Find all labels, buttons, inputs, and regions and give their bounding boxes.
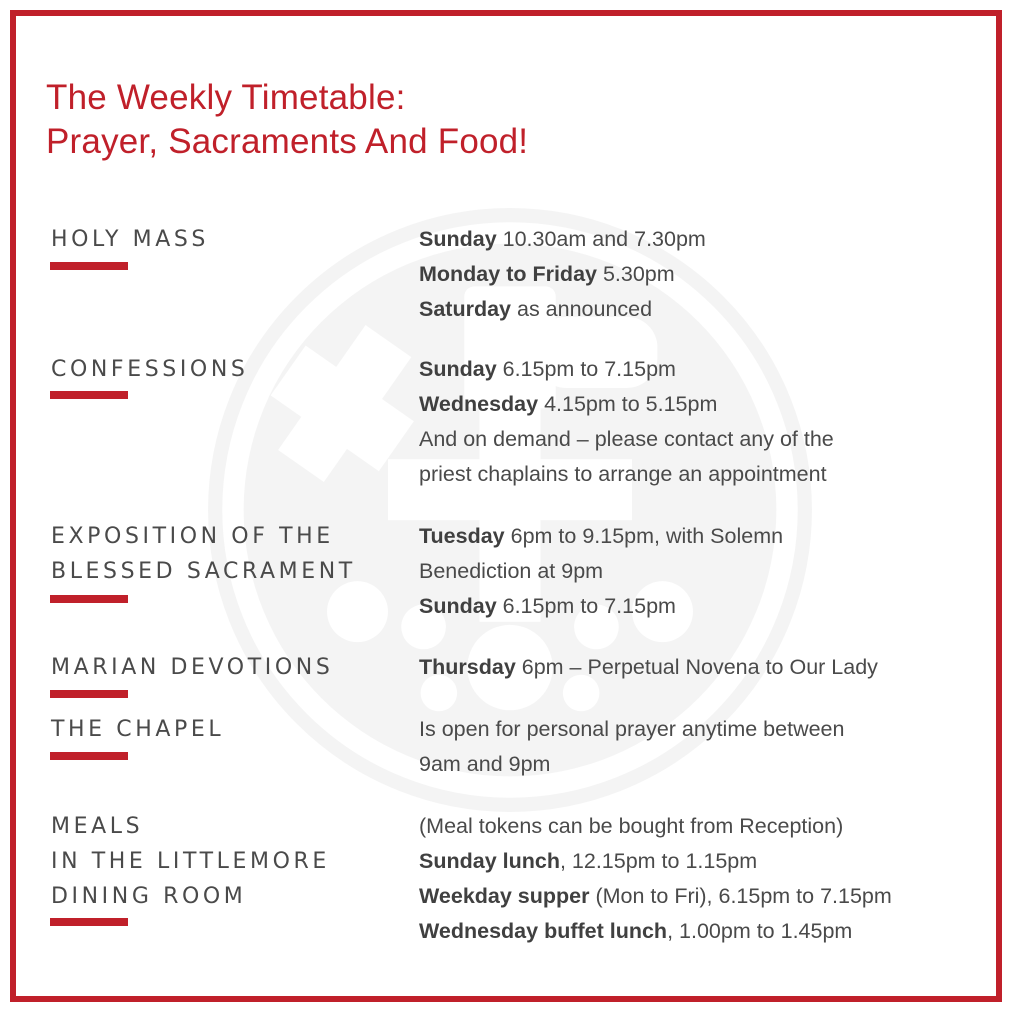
schedule-list <box>419 352 999 492</box>
schedule-line: Sunday 6.15pm to 7.15pm <box>419 357 676 381</box>
heading-line: HOLY MASS <box>51 227 209 252</box>
heading-underline <box>50 752 128 760</box>
section-heading <box>51 809 330 914</box>
heading-underline <box>50 918 128 926</box>
heading-line: BLESSED SACRAMENT <box>51 559 356 584</box>
schedule-line: Tuesday 6pm to 9.15pm, with Solemn <box>419 524 784 548</box>
schedule-line: Weekday supper (Mon to Fri), 6.15pm to 7.15pm <box>419 884 892 908</box>
title-line-2: Prayer, Sacraments And Food! <box>46 122 529 161</box>
heading-underline <box>50 391 128 399</box>
heading-line: EXPOSITION OF THE <box>51 524 334 549</box>
section-heading <box>51 712 224 747</box>
schedule-line: Sunday 6.15pm to 7.15pm <box>419 594 676 618</box>
heading-line: MARIAN DEVOTIONS <box>51 655 334 680</box>
schedule-line: Benediction at 9pm <box>419 559 604 583</box>
page-title <box>46 76 528 164</box>
schedule-line: Wednesday 4.15pm to 5.15pm <box>419 392 718 416</box>
schedule-line: Is open for personal prayer anytime between <box>419 717 845 741</box>
schedule-line: priest chaplains to arrange an appointment <box>419 462 827 486</box>
title-line-1: The Weekly Timetable: <box>46 78 406 117</box>
schedule-line: Sunday lunch, 12.15pm to 1.15pm <box>419 849 758 873</box>
schedule-line: Saturday as announced <box>419 297 653 321</box>
schedule-line: 9am and 9pm <box>419 752 551 776</box>
schedule-line: Thursday 6pm – Perpetual Novena to Our Lady <box>419 655 878 679</box>
heading-line: DINING ROOM <box>51 884 247 909</box>
heading-line: IN THE LITTLEMORE <box>51 849 330 874</box>
section-heading <box>51 222 209 257</box>
schedule-list <box>419 712 999 782</box>
schedule-list <box>419 222 999 327</box>
heading-line: CONFESSIONS <box>51 357 249 382</box>
heading-line: THE CHAPEL <box>51 717 225 742</box>
schedule-line: (Meal tokens can be bought from Reception) <box>419 814 844 838</box>
section-heading <box>51 650 333 685</box>
section-heading <box>51 519 356 589</box>
heading-underline <box>50 262 128 270</box>
schedule-line: Sunday 10.30am and 7.30pm <box>419 227 706 251</box>
schedule-list <box>419 519 999 624</box>
schedule-line: And on demand – please contact any of the <box>419 427 834 451</box>
heading-underline <box>50 690 128 698</box>
schedule-list <box>419 809 999 949</box>
schedule-line: Monday to Friday 5.30pm <box>419 262 675 286</box>
schedule-list <box>419 650 999 685</box>
section-heading <box>51 352 248 387</box>
schedule-line: Wednesday buffet lunch, 1.00pm to 1.45pm <box>419 919 853 943</box>
heading-line: MEALS <box>51 814 144 839</box>
heading-underline <box>50 595 128 603</box>
